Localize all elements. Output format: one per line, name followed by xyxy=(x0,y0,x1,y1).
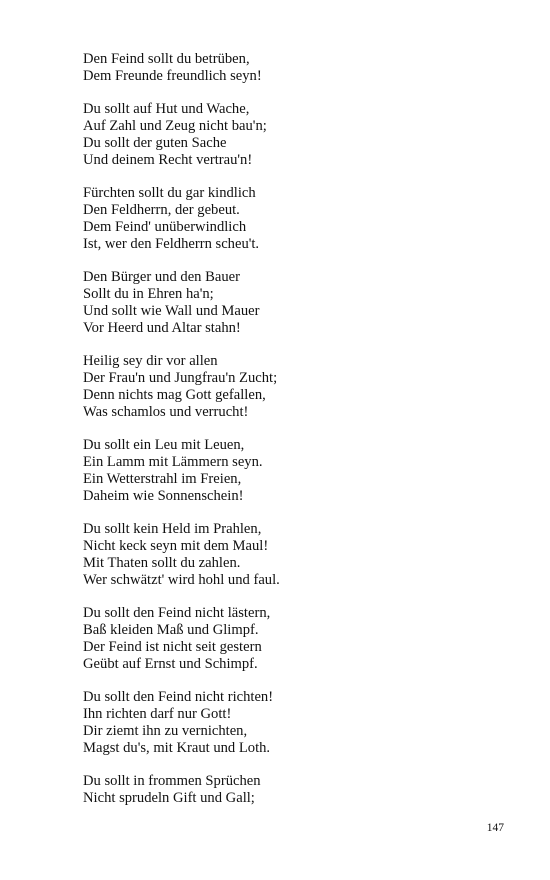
poem-line: Dir ziemt ihn zu vernichten, xyxy=(83,722,248,739)
poem-line: Wer schwätzt' wird hohl und faul. xyxy=(83,571,280,588)
poem-line: Und deinem Recht vertrau'n! xyxy=(83,151,253,168)
poem-line: Du sollt den Feind nicht lästern, xyxy=(83,605,271,622)
poem-line: Was schamlos und verrucht! xyxy=(83,403,249,420)
poem-line: Fürchten sollt du gar kindlich xyxy=(83,185,256,202)
poem-line: Du sollt auf Hut und Wache, xyxy=(83,101,250,118)
stanza xyxy=(83,269,503,336)
stanza xyxy=(83,101,503,168)
poem-line: Der Frau'n und Jungfrau'n Zucht; xyxy=(83,370,278,387)
poem-line: Du sollt der guten Sache xyxy=(83,134,227,151)
stanza xyxy=(83,773,503,807)
poem-line: Den Feind sollt du betrüben, xyxy=(83,51,250,67)
stanza xyxy=(83,185,503,252)
poem-line: Nicht keck seyn mit dem Maul! xyxy=(83,538,269,555)
stanza xyxy=(83,521,503,588)
poem-line: Heilig sey dir vor allen xyxy=(83,353,218,370)
poem-line: Du sollt ein Leu mit Leuen, xyxy=(83,437,245,454)
poem-line: Den Feldherrn, der gebeut. xyxy=(83,202,240,219)
poem-line: Vor Heerd und Altar stahn! xyxy=(83,319,241,336)
poem-body xyxy=(83,51,503,824)
poem-line: Den Bürger und den Bauer xyxy=(83,269,240,286)
poem-line: Und sollt wie Wall und Mauer xyxy=(83,302,260,319)
poem-line: Ein Lamm mit Lämmern seyn. xyxy=(83,454,263,471)
poem-line: Der Feind ist nicht seit gestern xyxy=(83,638,262,655)
poem-line: Dem Freunde freundlich seyn! xyxy=(83,67,262,84)
stanza xyxy=(83,437,503,504)
poem-line: Ein Wetterstrahl im Freien, xyxy=(83,470,242,487)
poem-line: Du sollt in frommen Sprüchen xyxy=(83,773,261,790)
poem-line: Baß kleiden Maß und Glimpf. xyxy=(83,622,259,639)
poem-line: Daheim wie Sonnenschein! xyxy=(83,487,244,504)
poem-line: Denn nichts mag Gott gefallen, xyxy=(83,386,266,403)
poem-line: Du sollt kein Held im Prahlen, xyxy=(83,521,262,538)
poem-line: Magst du's, mit Kraut und Loth. xyxy=(83,739,271,756)
poem-line: Dem Feind' unüberwindlich xyxy=(83,218,247,235)
poem-line: Ihn richten darf nur Gott! xyxy=(83,706,232,723)
poem-line: Ist, wer den Feldherrn scheu't. xyxy=(83,235,260,252)
stanza xyxy=(83,605,503,672)
stanza xyxy=(83,51,503,85)
stanza xyxy=(83,353,503,420)
page-number: 147 xyxy=(486,822,504,834)
poem-line: Nicht sprudeln Gift und Gall; xyxy=(83,790,255,807)
poem-line: Sollt du in Ehren ha'n; xyxy=(83,286,214,303)
stanza xyxy=(83,689,503,756)
poem-line: Geübt auf Ernst und Schimpf. xyxy=(83,655,258,672)
poem-line: Auf Zahl und Zeug nicht bau'n; xyxy=(83,118,267,135)
poem-line: Mit Thaten sollt du zahlen. xyxy=(83,554,241,571)
poem-line: Du sollt den Feind nicht richten! xyxy=(83,689,274,706)
